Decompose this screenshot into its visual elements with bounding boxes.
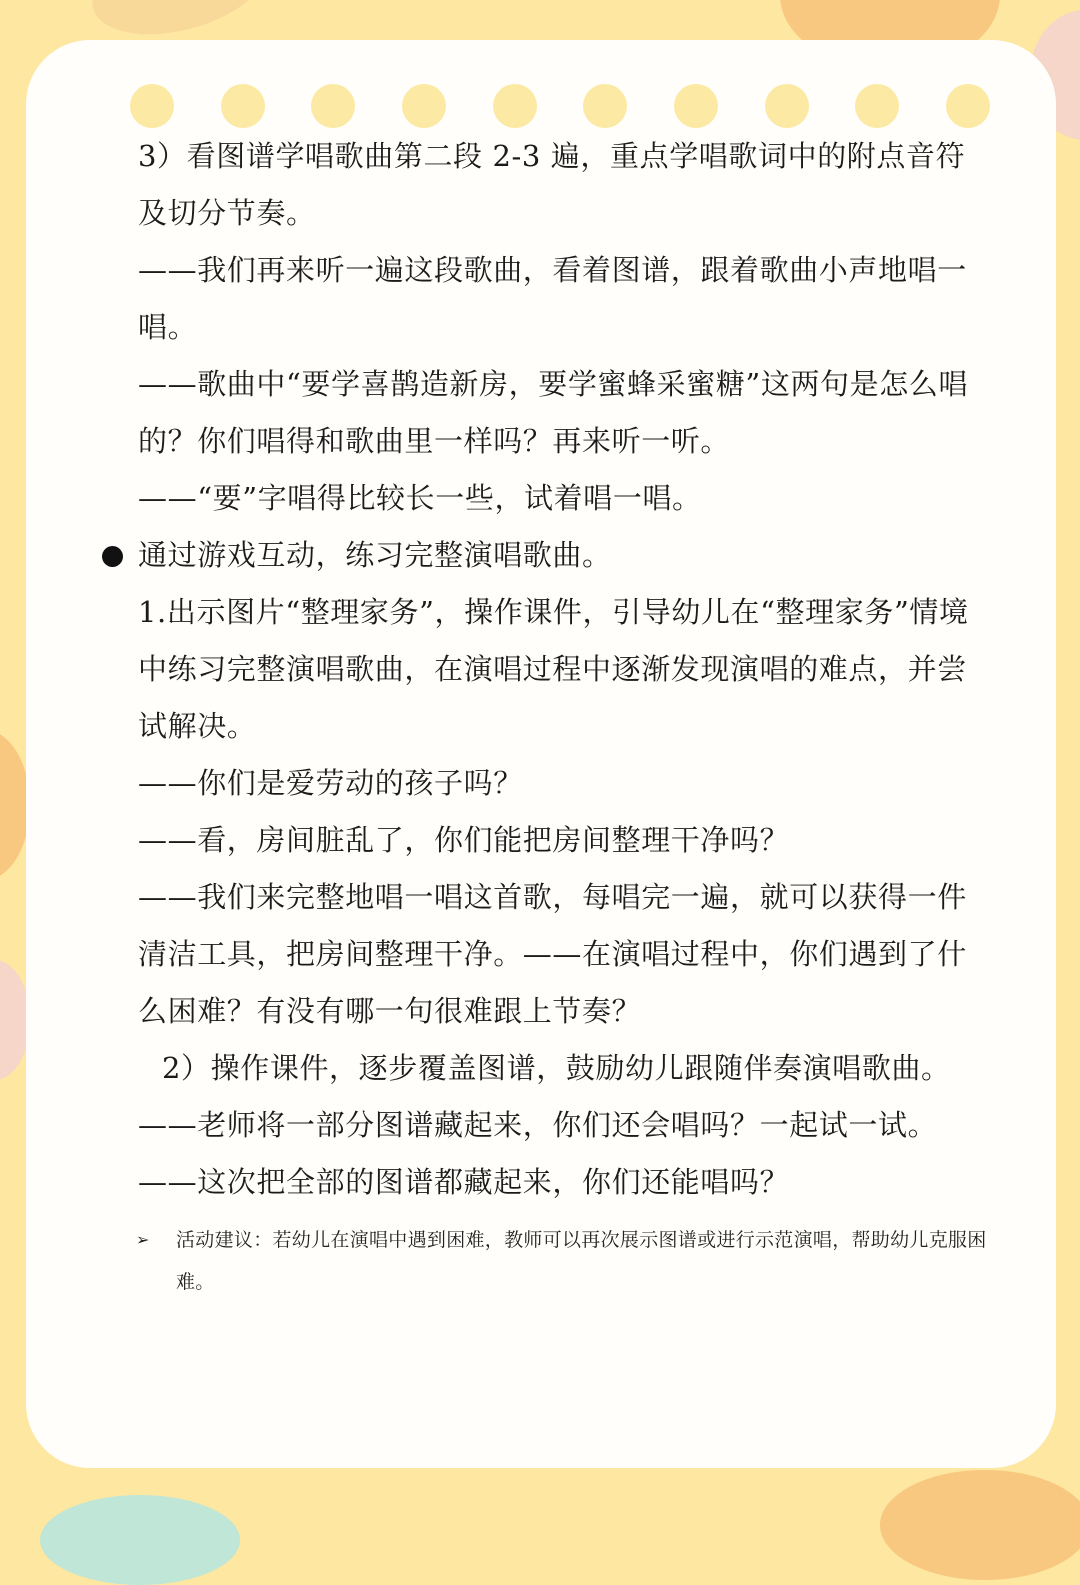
decorative-dot (946, 84, 990, 128)
decorative-blob-bottom-right (880, 1470, 1080, 1580)
decorative-dot (311, 84, 355, 128)
decorative-dot (493, 84, 537, 128)
bullet-item (100, 527, 990, 584)
paragraph-hide-part: ——老师将一部分图谱藏起来，你们还会唱吗？一起试一试。 (138, 1108, 938, 1142)
paragraph-love-labor: ——你们是爱劳动的孩子吗？ (138, 766, 523, 800)
paragraph-long-note: ——“要”字唱得比较长一些，试着唱一唱。 (138, 481, 702, 515)
paragraph-show-picture: 1.出示图片“整理家务”，操作课件，引导幼儿在“整理家务”情境中练习完整演唱歌曲，在演唱过程中逐渐发现演唱的难点，并尝试解决。 (138, 595, 969, 743)
arrow-bullet-icon: ➢ (136, 1230, 150, 1249)
decorative-dot (221, 84, 265, 128)
decorative-dot (674, 84, 718, 128)
paragraph-how-to-sing: ——歌曲中“要学喜鹊造新房，要学蜜蜂采蜜糖”这两句是怎么唱的？你们唱得和歌曲里一样吗？再来听一听。 (138, 367, 969, 458)
decorative-dot (583, 84, 627, 128)
paragraph-messy-room: ——看，房间脏乱了，你们能把房间整理干净吗？ (138, 823, 790, 857)
decorative-dot (855, 84, 899, 128)
decorative-dot (130, 84, 174, 128)
document-body (100, 128, 990, 1303)
paragraph-hide-all: ——这次把全部的图谱都藏起来，你们还能唱吗？ (138, 1165, 790, 1199)
paragraph-listen-again: ——我们再来听一遍这段歌曲，看着图谱，跟着歌曲小声地唱一唱。 (138, 253, 967, 344)
decorative-blob-bottom-teal (40, 1495, 240, 1585)
bullet-text: 通过游戏互动，练习完整演唱歌曲。 (138, 538, 612, 572)
bullet-dot-icon (102, 546, 123, 567)
activity-suggestion-note (100, 1219, 990, 1303)
decorative-dot-row (130, 84, 990, 128)
paragraph-sing-whole-song: ——我们来完整地唱一唱这首歌，每唱完一遍，就可以获得一件清洁工具，把房间整理干净。——在演唱过程中，你们遇到了什么困难？有没有哪一句很难跟上节奏？ (138, 880, 967, 1028)
activity-suggestion-text: 活动建议：若幼儿在演唱中遇到困难，教师可以再次展示图谱或进行示范演唱，帮助幼儿克服困难。 (176, 1229, 987, 1293)
paragraph-step-2: 2）操作课件，逐步覆盖图谱，鼓励幼儿跟随伴奏演唱歌曲。 (162, 1051, 951, 1085)
paragraph-step-3: 3）看图谱学唱歌曲第二段 2-3 遍，重点学唱歌词中的附点音符及切分节奏。 (138, 139, 966, 230)
decorative-dot (402, 84, 446, 128)
decorative-dot (765, 84, 809, 128)
